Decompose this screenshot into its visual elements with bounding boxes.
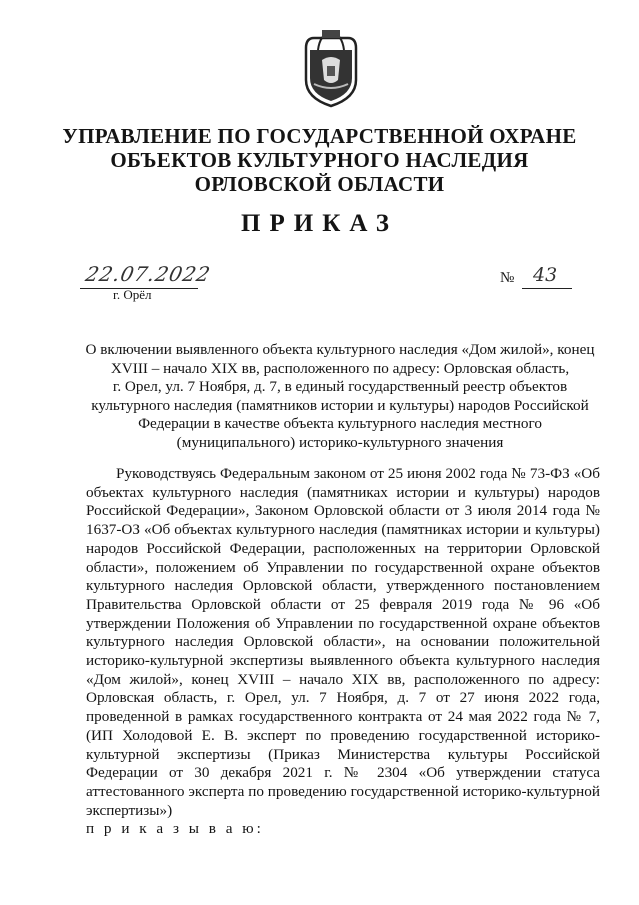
document-type: ПРИКАЗ (241, 210, 398, 237)
org-line-1: УПРАВЛЕНИЕ ПО ГОСУДАРСТВЕННОЙ ОХРАНЕ (62, 124, 577, 148)
subject-line: Федерации в качестве объекта культурного наследия местного (138, 415, 542, 433)
subject-line: XVIII – начало XIX вв, расположенного по адресу: Орловская область, (110, 359, 570, 377)
subject-line: г. Орел, ул. 7 Ноября, д. 7, в единый государственный реестр объектов (112, 378, 568, 396)
handwritten-number: 43 (533, 264, 558, 286)
coat-of-arms-icon (300, 28, 362, 110)
document-subject (80, 341, 600, 453)
body-text: Руководствуясь Федеральным законом от 25 июня 2002 года № 73-ФЗ «Об объектах культурного наследия (памятниках истории и культуры) народов Российской Федерации», Законом Орловской области от 3 июля 2014 года № 1637-ОЗ «Об объектах культурного наследия (памятниках истории и культуры) народов Российской Федерации, расположенных на территории Орловской области», положением об Управлении по государственной охране объектов культурного наследия Орловской области, утвержденного постановлением Правительства Орловской области от 25 февраля 2019 года № 96 «Об утверждении Положения об Управлении по государственной охране объектов культурного наследия Орловской области», на основании положительной историко-культурной экспертизы выявленного объекта культурного наследия «Дом жилой», конец XVIII – начало XIX вв, расположенного по адресу: Орловская область, г. Орел, ул. 7 Ноября, д. 7 от 27 июня 2022 года, проведенной в рамках государственного контракта от 24 мая 2022 года № 7, (ИП Холодовой Е. В. эксперт по проведению государственной историко-культурной экспертизы (Приказ Министерства культуры Российской Федерации от 30 декабря 2021 г. № 2304 «Об утверждении статуса аттестованного эксперта по проведению государственной историко-культурной экспертизы») (86, 465, 600, 819)
body-paragraph (86, 465, 600, 839)
city-label: г. Орёл (113, 287, 152, 302)
subject-line: О включении выявленного объекта культурного наследия «Дом жилой», конец (85, 341, 595, 358)
handwritten-date: 22.07.2022 (83, 262, 214, 286)
org-line-3: ОРЛОВСКОЙ ОБЛАСТИ (194, 172, 445, 196)
order-word: п р и к а з ы в а ю: (86, 820, 264, 838)
org-line-2: ОБЪЕКТОВ КУЛЬТУРНОГО НАСЛЕДИЯ (110, 148, 529, 172)
subject-line: культурного наследия (памятников истории и культуры) народов Российской (91, 396, 589, 414)
number-label: № (500, 270, 515, 286)
organization-name (60, 124, 579, 196)
subject-line: (муниципального) историко-культурного значения (176, 433, 504, 451)
